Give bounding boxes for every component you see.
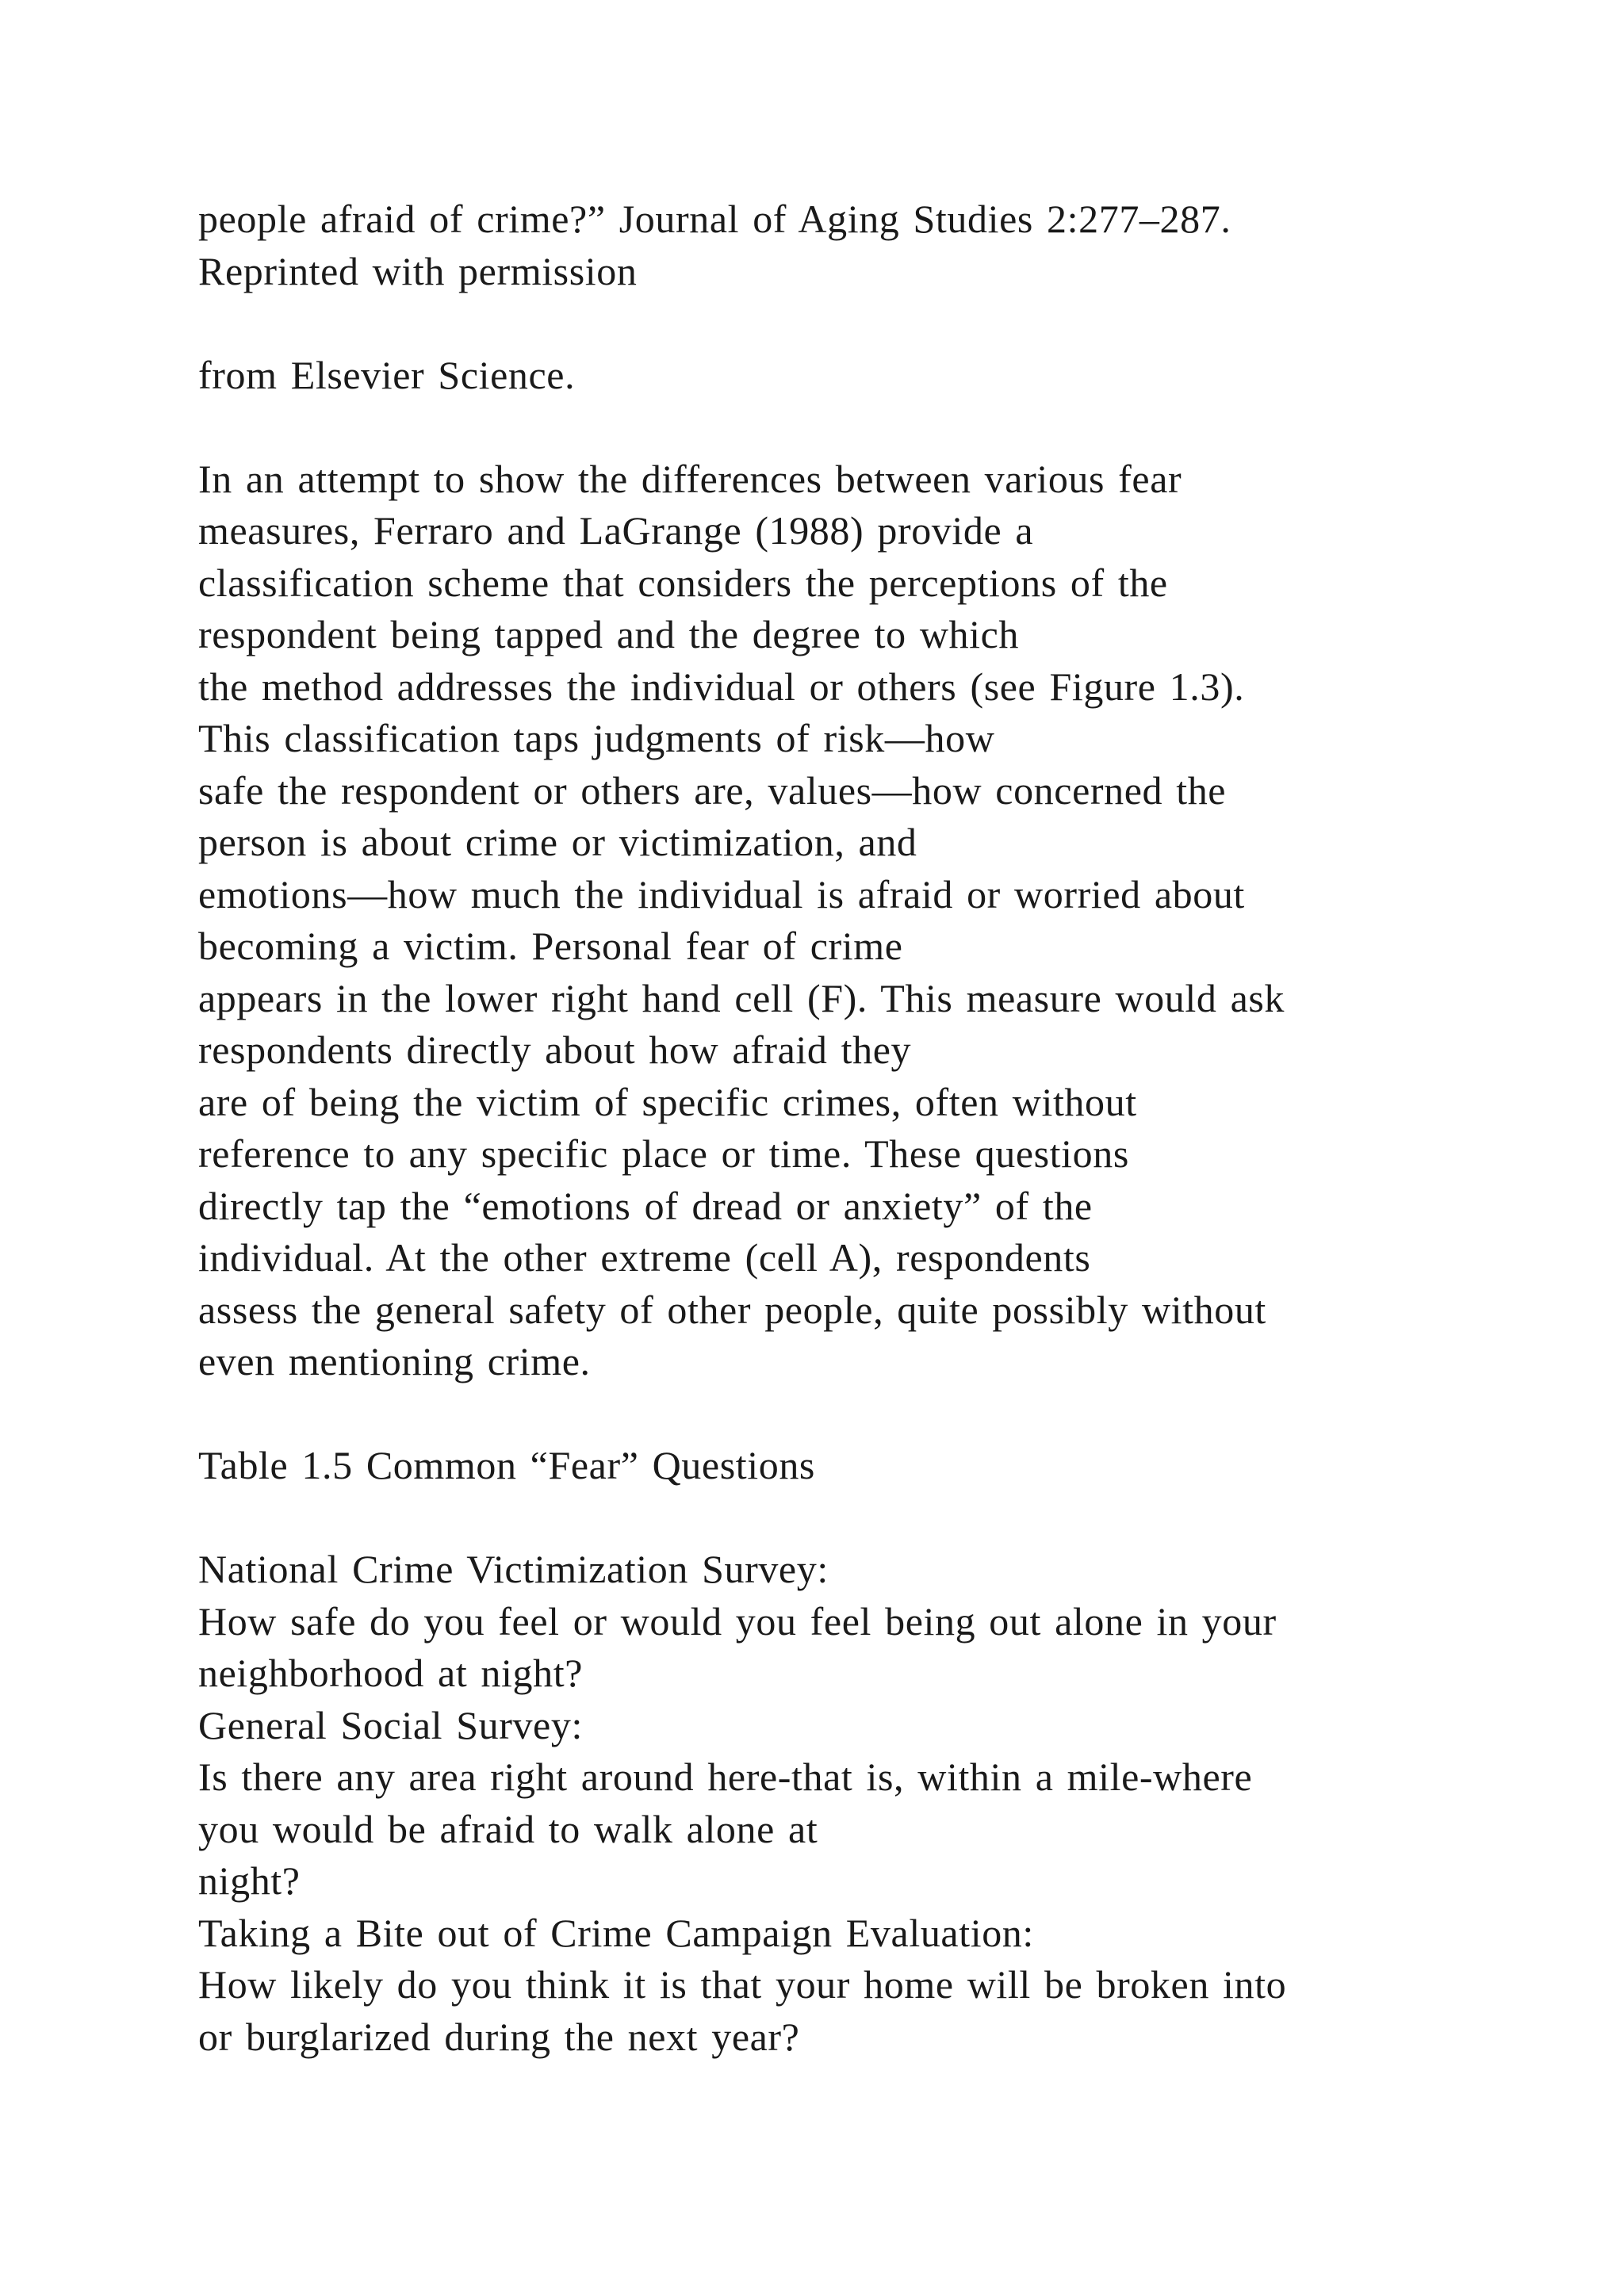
survey-question: you would be afraid to walk alone at	[198, 1806, 818, 1851]
survey-question: or burglarized during the next year?	[198, 2014, 800, 2059]
table-caption: Table 1.5 Common “Fear” Questions	[198, 1443, 815, 1487]
text-line: individual. At the other extreme (cell A), respondents	[198, 1235, 1091, 1280]
text-line: This classification taps judgments of risk—how	[198, 716, 995, 760]
document-body	[198, 193, 1594, 2063]
text-line: assess the general safety of other people, quite possibly without	[198, 1287, 1266, 1332]
text-line: people afraid of crime?” Journal of Aging Studies 2:277–287.	[198, 197, 1231, 241]
text-line: appears in the lower right hand cell (F). This measure would ask	[198, 975, 1285, 1020]
text-line: even mentioning crime.	[198, 1339, 591, 1383]
blank-line	[198, 1388, 1594, 1441]
blank-line	[198, 297, 1594, 350]
text-line: directly tap the “emotions of dread or anxiety” of the	[198, 1183, 1093, 1228]
survey-question: How likely do you think it is that your home will be broken into	[198, 1962, 1287, 2007]
text-line: becoming a victim. Personal fear of crime	[198, 924, 903, 968]
survey-question: night?	[198, 1858, 301, 1903]
text-line: emotions—how much the individual is afraid or worried about	[198, 871, 1245, 916]
survey-question: neighborhood at night?	[198, 1651, 583, 1695]
text-line: person is about crime or victimization, and	[198, 820, 917, 864]
survey-name: National Crime Victimization Survey:	[198, 1547, 829, 1591]
text-line: measures, Ferraro and LaGrange (1988) provide a	[198, 508, 1034, 553]
survey-name: Taking a Bite out of Crime Campaign Evaluation:	[198, 1910, 1034, 1955]
blank-line	[198, 1492, 1594, 1544]
survey-name: General Social Survey:	[198, 1702, 583, 1747]
text-line: Reprinted with permission	[198, 248, 638, 293]
text-line: classification scheme that considers the perceptions of the	[198, 560, 1168, 605]
blank-line	[198, 401, 1594, 453]
text-line: respondent being tapped and the degree to which	[198, 612, 1020, 656]
text-line: reference to any specific place or time. These questions	[198, 1131, 1129, 1176]
text-line: from Elsevier Science.	[198, 352, 576, 397]
survey-question: Is there any area right around here-that is, within a mile-where	[198, 1755, 1253, 1799]
text-line: In an attempt to show the differences between various fear	[198, 456, 1182, 501]
text-line: safe the respondent or others are, values—how concerned the	[198, 767, 1227, 813]
text-line: respondents directly about how afraid they	[198, 1027, 912, 1072]
text-line: the method addresses the individual or others (see Figure 1.3).	[198, 664, 1245, 709]
survey-question: How safe do you feel or would you feel being out alone in your	[198, 1598, 1277, 1644]
text-line: are of being the victim of specific crimes, often without	[198, 1079, 1137, 1124]
